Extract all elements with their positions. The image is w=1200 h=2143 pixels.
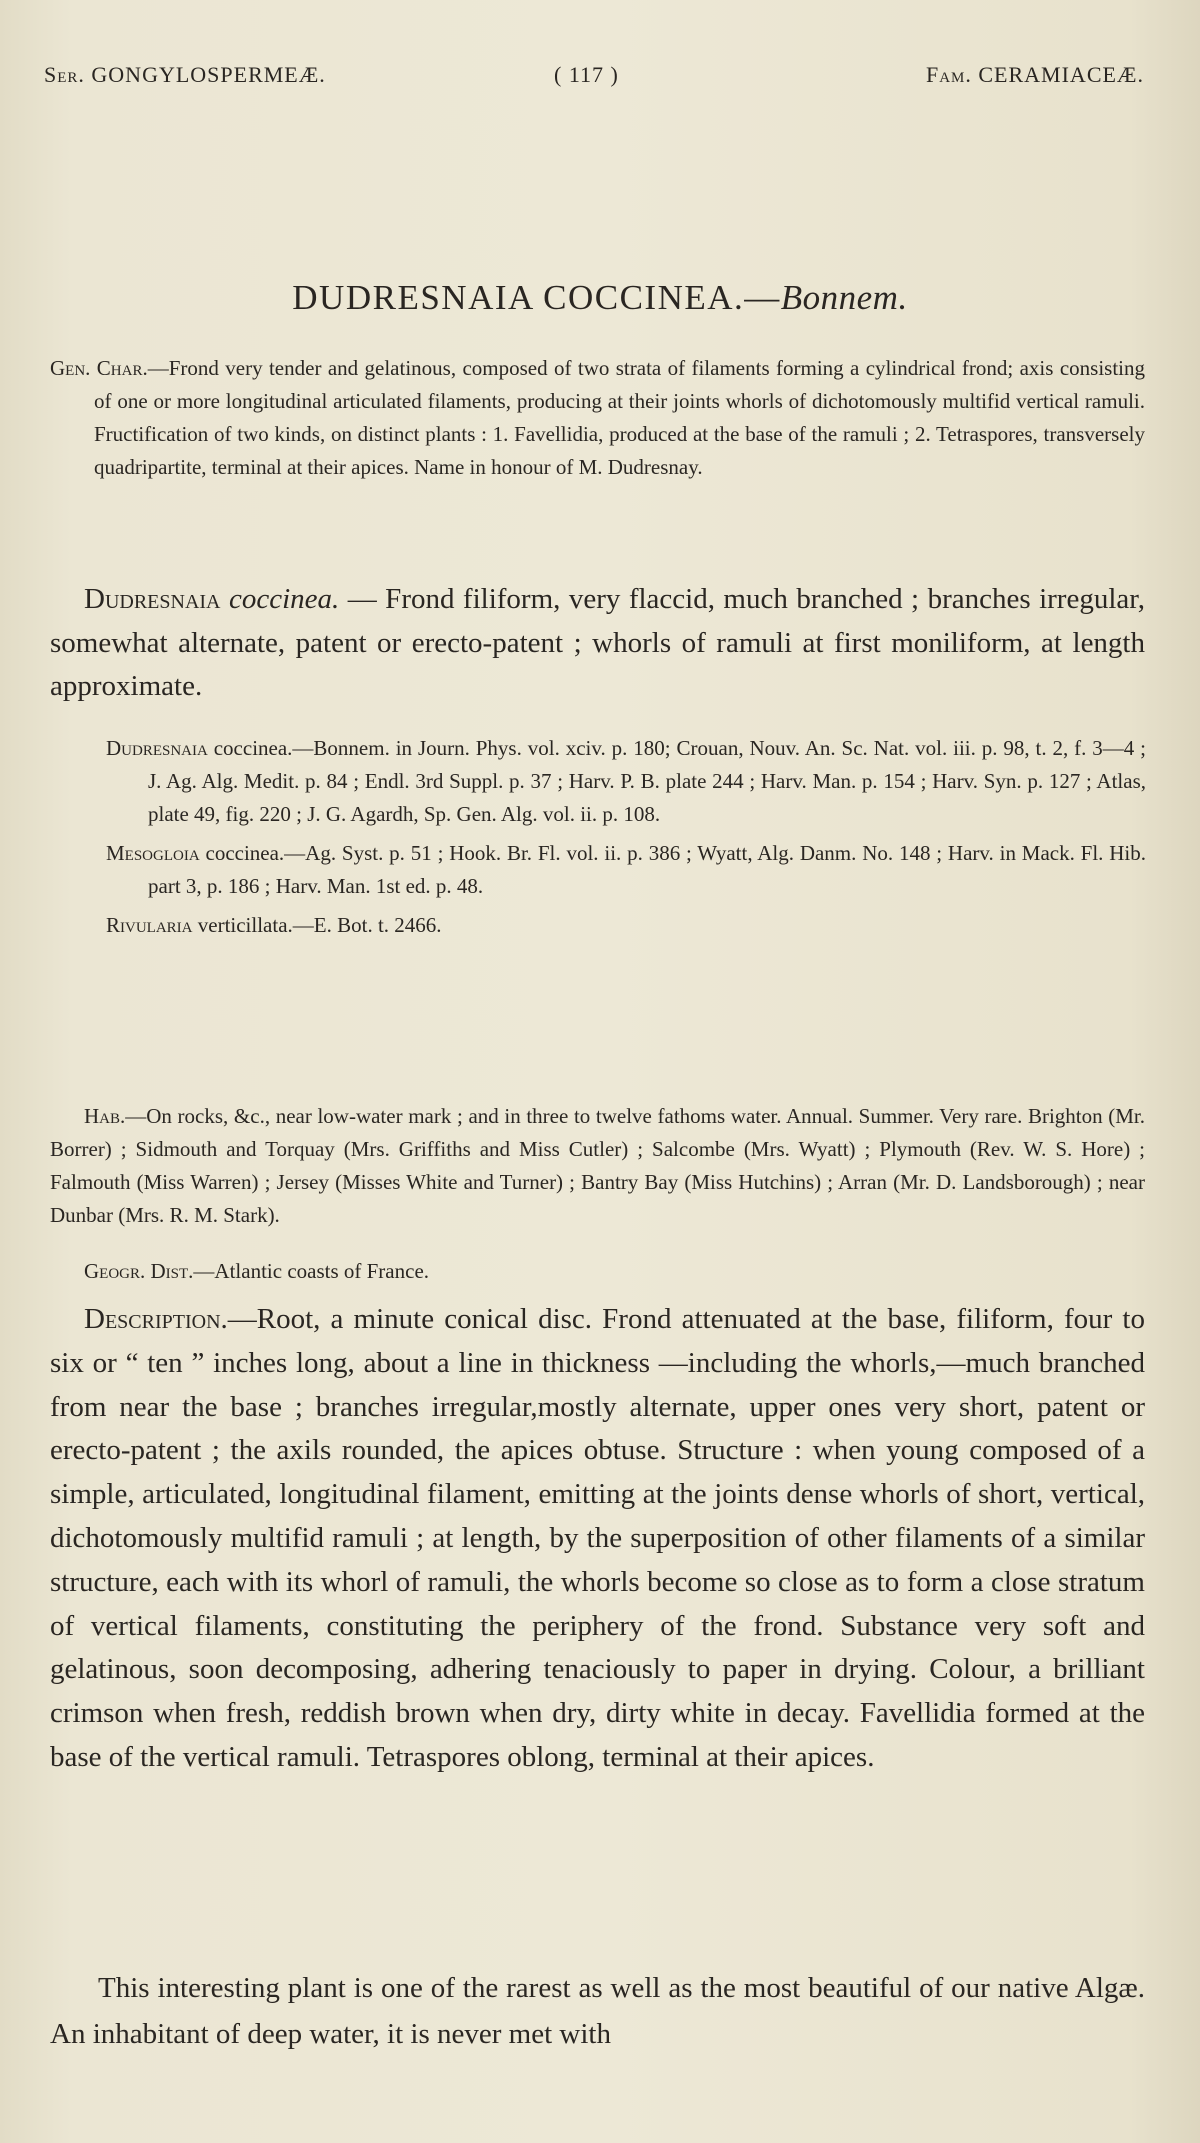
header-family: Fam. CERAMIACEÆ. [925, 62, 1144, 87]
species-title-main: DUDRESNAIA COCCINEA. [292, 278, 745, 317]
diagnosis-genus: Dudresnaia [84, 583, 221, 615]
gen-char-text: —Frond very tender and gelatinous, composed of two strata of filaments forming a cylindrical frond; axis consisting of one or more longitudinal articulated filaments, producing at their joints whorls of dichotomously multifid vertical ramuli. Fructification of two kinds, on distinct plants : 1. Favellidia, produced at the base of the ramuli ; 2. Tetraspores, transversely quadripartite, terminal at their apices. Name in honour of M. Dudresnay. [94, 356, 1145, 479]
gen-char-label: Gen. Char. [50, 356, 148, 380]
diagnosis-text: — Frond filiform, very flaccid, much branched ; branches irregular, somewhat alternate, patent or erecto-patent ; whorls of ramuli at first moniliform, at length approximate. [50, 583, 1146, 702]
geographic-distribution [50, 1255, 1145, 1288]
synonym-genus: Mesogloia [106, 841, 200, 865]
closing-paragraph [50, 1965, 1145, 2057]
synonym-genus: Dudresnaia [106, 736, 208, 760]
description-label: Description. [84, 1303, 228, 1335]
synonym-entry [106, 732, 1146, 831]
synonym-entry [106, 909, 1146, 942]
habitat-label: Hab. [84, 1104, 126, 1128]
synonym-citation: verticillata.—E. Bot. t. 2466. [192, 913, 442, 937]
diagnosis-species: coccinea. [228, 583, 340, 615]
habitat-text: —On rocks, &c., near low-water mark ; and in three to twelve fathoms water. Annual. Summer. Very rare. Brighton (Mr. Borrer) ; Sidmouth and Torquay (Mrs. Griffiths and Miss Cutler) ; Salcombe (Mrs. Wyatt) ; Plymouth (Rev. W. S. Hore) ; Falmouth (Miss Warren) ; Jersey (Misses White and Turner) ; Bantry Bay (Miss Hutchins) ; Arran (Mr. D. Landsborough) ; near Dunbar (Mrs. R. M. Stark). [50, 1104, 1145, 1227]
species-authority: Bonnem. [780, 278, 908, 317]
geogr-label: Geogr. Dist. [84, 1259, 194, 1283]
synonymy-list [106, 732, 1146, 943]
species-title-dash: — [744, 278, 781, 317]
habitat-section [50, 1100, 1145, 1232]
header-series: Ser. GONGYLOSPERMEÆ. [44, 62, 326, 87]
geogr-text: —Atlantic coasts of France. [193, 1259, 430, 1283]
synonym-entry [106, 837, 1146, 903]
generic-character [50, 352, 1145, 484]
description-section [50, 1298, 1145, 1780]
closing-text: This interesting plant is one of the rarest as well as the most beautiful of our native Algæ. An inhabitant of deep water, it is never met with [50, 1972, 1145, 2050]
synonym-citation: coccinea.—Ag. Syst. p. 51 ; Hook. Br. Fl. vol. ii. p. 386 ; Wyatt, Alg. Danm. No. 148 ; Harv. in Mack. Fl. Hib. part 3, p. 186 ; Harv. Man. 1st ed. p. 48. [148, 841, 1146, 898]
synonym-citation: coccinea.—Bonnem. in Journ. Phys. vol. xciv. p. 180; Crouan, Nouv. An. Sc. Nat. vol. iii. p. 98, t. 2, f. 3—4 ; J. Ag. Alg. Medit. p. 84 ; Endl. 3rd Suppl. p. 37 ; Harv. P. B. plate 244 ; Harv. Man. p. 154 ; Harv. Syn. p. 127 ; Atlas, plate 49, fig. 220 ; J. G. Agardh, Sp. Gen. Alg. vol. ii. p. 108. [148, 736, 1146, 826]
synonym-genus: Rivularia [106, 913, 193, 937]
species-diagnosis [50, 578, 1145, 709]
description-text: —Root, a minute conical disc. Frond attenuated at the base, filiform, four to six or “ ten ” inches long, about a line in thickness —including the whorls,—much branched from near the base ; branches irregular,mostly alternate, upper ones very short, patent or erecto-patent ; the axils rounded, the apices obtuse. Structure : when young composed of a simple, articulated, longitudinal filament, emitting at the joints dense whorls of short, vertical, dichotomously multifid ramuli ; at length, by the superposition of other filaments of a similar structure, each with its whorl of ramuli, the whorls become so close as to form a close stratum of vertical filaments, constituting the periphery of the frond. Substance very soft and gelatinous, soon decomposing, adhering tenaciously to paper in drying. Colour, a brilliant crimson when fresh, reddish brown when dry, dirty white in decay. Favellidia formed at the base of the vertical ramuli. Tetraspores oblong, terminal at their apices. [50, 1303, 1145, 1773]
page-number: ( 117 ) [554, 62, 619, 87]
running-head [44, 62, 1144, 92]
species-title [0, 278, 1200, 318]
